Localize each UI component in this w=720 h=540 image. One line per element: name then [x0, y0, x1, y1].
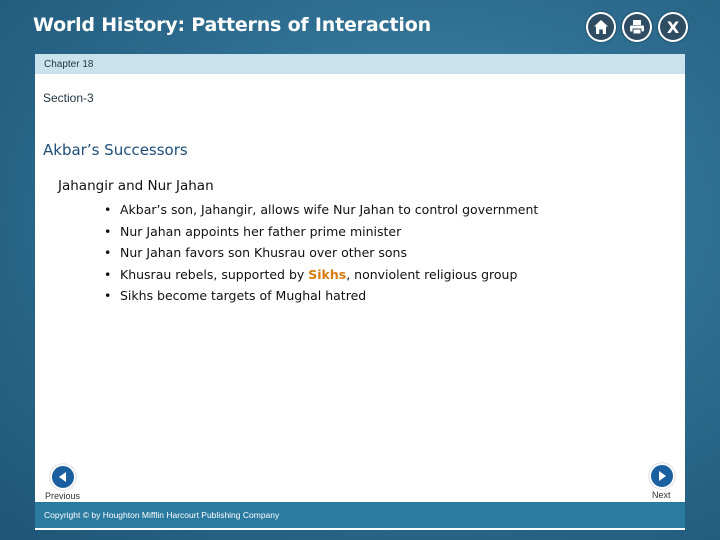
section-label: Section-3	[43, 91, 94, 105]
previous-button[interactable]	[50, 464, 76, 490]
slide-subheading: Jahangir and Nur Jahan	[58, 178, 214, 194]
bullet-item: • Nur Jahan favors son Khusrau over other sons	[98, 242, 538, 264]
app-title: World History: Patterns of Interaction	[33, 14, 431, 36]
footer-bar	[35, 502, 685, 528]
toolbar	[586, 12, 688, 42]
slide-heading: Akbar’s Successors	[43, 141, 188, 159]
arrow-right-icon	[656, 470, 668, 482]
chapter-bar	[35, 54, 685, 74]
slide-panel	[35, 54, 685, 530]
arrow-left-icon	[57, 471, 69, 483]
home-icon	[593, 19, 609, 35]
close-button[interactable]	[658, 12, 688, 42]
chapter-label: Chapter 18	[44, 59, 94, 70]
bullet-item: • Nur Jahan appoints her father prime minister	[98, 221, 538, 243]
print-button[interactable]	[622, 12, 652, 42]
previous-label[interactable]: Previous	[45, 491, 81, 501]
print-icon	[629, 19, 645, 35]
next-button[interactable]	[649, 463, 675, 489]
bullet-item: • Khusrau rebels, supported by Sikhs, nonviolent religious group	[98, 264, 538, 286]
bullet-item: • Akbar’s son, Jahangir, allows wife Nur Jahan to control government	[98, 199, 538, 221]
copyright-text: Copyright © by Houghton Mifflin Harcourt Publishing Company	[44, 510, 280, 520]
bullet-item: • Sikhs become targets of Mughal hatred	[98, 285, 538, 307]
next-label[interactable]: Next	[652, 490, 671, 500]
bullet-list	[98, 199, 538, 307]
close-icon: X	[666, 17, 680, 37]
keyword-sikhs: Sikhs	[308, 266, 347, 282]
home-button[interactable]	[586, 12, 616, 42]
